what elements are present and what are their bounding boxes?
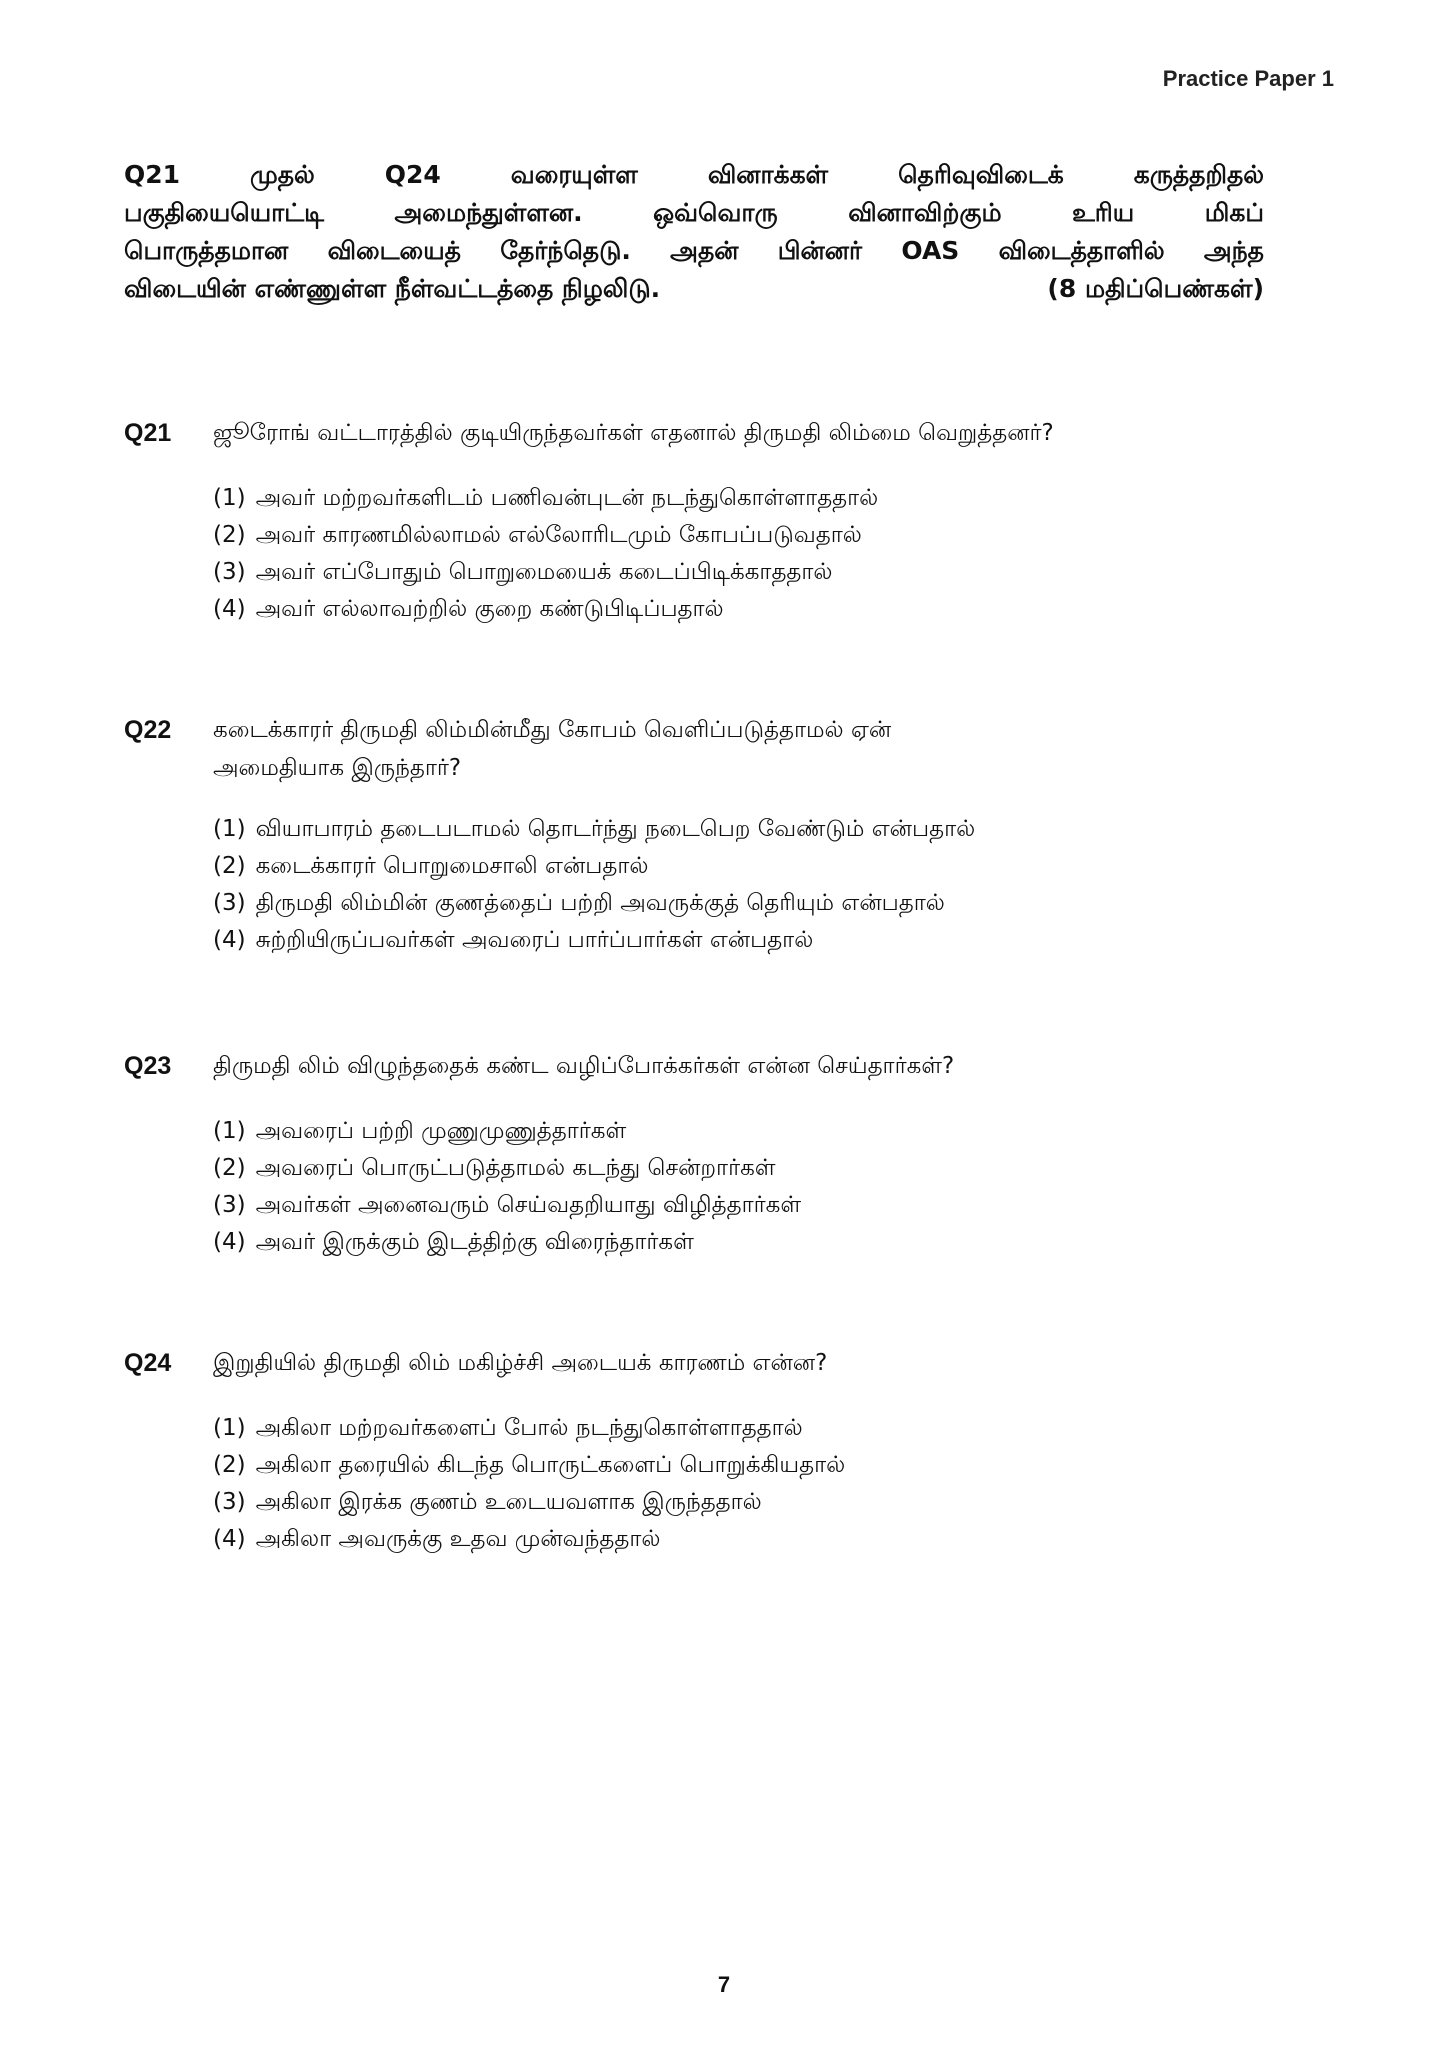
option-text: அகிலா அவருக்கு உதவ முன்வந்ததால்	[255, 1526, 661, 1552]
instruction-line-4	[124, 270, 1264, 308]
option-text: அகிலா தரையில் கிடந்த பொருட்களைப் பொறுக்கியதால்	[255, 1452, 846, 1478]
option-text: அவர் எல்லாவற்றில் குறை கண்டுபிடிப்பதால்	[255, 596, 724, 622]
option-number: (1)	[213, 485, 246, 511]
option-item[interactable]	[213, 554, 1324, 591]
option-text: அவரைப் பொருட்படுத்தாமல் கடந்து சென்றார்கள்	[255, 1155, 776, 1181]
page-number: 7	[717, 1972, 731, 1997]
option-text: அவரைப் பற்றி முணுமுணுத்தார்கள்	[255, 1118, 627, 1144]
option-item[interactable]	[213, 1484, 1324, 1521]
question-text: திருமதி லிம் விழுந்ததைக் கண்ட வழிப்போக்கர்கள் என்ன செய்தார்கள்?	[213, 1053, 955, 1079]
instruction-word: தெரிவுவிடைக்	[898, 160, 1064, 189]
instruction-line-1	[124, 156, 1264, 194]
instruction-word: அந்த	[1203, 236, 1264, 265]
option-text: அவர் காரணமில்லாமல் எல்லோரிடமும் கோபப்படுவதால்	[255, 522, 862, 548]
question-q22	[124, 711, 1324, 959]
option-item[interactable]	[213, 848, 1324, 885]
option-item[interactable]	[213, 885, 1324, 922]
option-number: (3)	[213, 890, 246, 916]
option-item[interactable]	[213, 1410, 1324, 1447]
option-number: (2)	[213, 1155, 246, 1181]
option-number: (4)	[213, 1526, 246, 1552]
option-text: அகிலா இரக்க குணம் உடையவளாக இருந்ததால்	[255, 1489, 762, 1515]
option-item[interactable]	[213, 1187, 1324, 1224]
instruction-word: தேர்ந்தெடு.	[500, 236, 631, 265]
instruction-word: பொருத்தமான	[124, 236, 289, 265]
option-list	[213, 480, 1324, 628]
instruction-word: பின்னர்	[777, 236, 863, 265]
option-number: (1)	[213, 1415, 246, 1441]
question-q24	[124, 1344, 1324, 1558]
option-list	[213, 1113, 1324, 1261]
instruction-word: OAS	[901, 236, 960, 265]
option-item[interactable]	[213, 1521, 1324, 1558]
instruction-word: விடைத்தாளில்	[998, 236, 1165, 265]
option-item[interactable]	[213, 1224, 1324, 1261]
option-number: (3)	[213, 1192, 246, 1218]
instruction-word: விடையைத்	[327, 236, 461, 265]
option-item[interactable]	[213, 922, 1324, 959]
option-text: அவர் மற்றவர்களிடம் பணிவன்புடன் நடந்துகொள்ளாததால்	[255, 485, 879, 511]
instruction-line-3	[124, 232, 1264, 270]
instruction-word: வரையுள்ள	[510, 160, 638, 189]
option-number: (2)	[213, 1452, 246, 1478]
option-item[interactable]	[213, 1447, 1324, 1484]
option-list	[213, 811, 1324, 959]
option-text: அவர் இருக்கும் இடத்திற்கு விரைந்தார்கள்	[255, 1229, 694, 1255]
instruction-word: அமைந்துள்ளன.	[394, 198, 583, 227]
question-number: Q24	[124, 1349, 172, 1377]
section-instructions	[124, 156, 1264, 308]
option-text: திருமதி லிம்மின் குணத்தைப் பற்றி அவருக்குத் தெரியும் என்பதால்	[255, 890, 945, 916]
option-item[interactable]	[213, 480, 1324, 517]
instruction-word: வினாக்கள்	[707, 160, 829, 189]
instruction-word: உரிய	[1072, 198, 1135, 227]
option-number: (4)	[213, 596, 246, 622]
option-number: (3)	[213, 559, 246, 585]
question-number: Q21	[124, 419, 172, 447]
instruction-word: வினாவிற்கும்	[848, 198, 1002, 227]
option-text: அகிலா மற்றவர்களைப் போல் நடந்துகொள்ளாததால்	[255, 1415, 803, 1441]
page-header-title: Practice Paper 1	[1162, 66, 1334, 91]
marks-label: (8 மதிப்பெண்கள்)	[1047, 274, 1264, 303]
option-text: அவர் எப்போதும் பொறுமையைக் கடைப்பிடிக்காததால்	[255, 559, 833, 585]
question-text: ஜூரோங் வட்டாரத்தில் குடியிருந்தவர்கள் எதனால் திருமதி லிம்மை வெறுத்தனர்?	[213, 420, 1054, 446]
instruction-word: முதல்	[250, 160, 315, 189]
instruction-word: அதன்	[670, 236, 739, 265]
question-number: Q23	[124, 1052, 172, 1080]
instruction-word: கருத்தறிதல்	[1133, 160, 1264, 189]
instruction-word: Q21	[124, 160, 181, 189]
option-number: (1)	[213, 1118, 246, 1144]
option-item[interactable]	[213, 1113, 1324, 1150]
question-q23	[124, 1047, 1324, 1261]
question-text: கடைக்காரர் திருமதி லிம்மின்மீது கோபம் வெளிப்படுத்தாமல் ஏன் அமைதியாக இருந்தார்?	[213, 717, 892, 781]
instruction-word: பகுதியையொட்டி	[124, 198, 324, 227]
option-text: கடைக்காரர் பொறுமைசாலி என்பதால்	[255, 853, 649, 879]
instruction-word: Q24	[384, 160, 441, 189]
option-item[interactable]	[213, 811, 1324, 848]
option-text: அவர்கள் அனைவரும் செய்வதறியாது விழித்தார்கள்	[255, 1192, 802, 1218]
question-q21	[124, 414, 1324, 628]
instruction-word: மிகப்	[1204, 198, 1264, 227]
option-list	[213, 1410, 1324, 1558]
question-text: இறுதியில் திருமதி லிம் மகிழ்ச்சி அடையக் காரணம் என்ன?	[213, 1350, 828, 1376]
question-number: Q22	[124, 716, 172, 744]
option-number: (1)	[213, 816, 246, 842]
option-number: (2)	[213, 522, 246, 548]
option-number: (3)	[213, 1489, 246, 1515]
instruction-line-2	[124, 194, 1264, 232]
instruction-last-line: விடையின் எண்ணுள்ள நீள்வட்டத்தை நிழலிடு.	[124, 274, 661, 303]
option-item[interactable]	[213, 517, 1324, 554]
option-number: (4)	[213, 927, 246, 953]
instruction-word: ஒவ்வொரு	[653, 198, 778, 227]
option-number: (4)	[213, 1229, 246, 1255]
option-item[interactable]	[213, 591, 1324, 628]
option-text: சுற்றியிருப்பவர்கள் அவரைப் பார்ப்பார்கள் என்பதால்	[255, 927, 814, 953]
option-number: (2)	[213, 853, 246, 879]
option-item[interactable]	[213, 1150, 1324, 1187]
option-text: வியாபாரம் தடைபடாமல் தொடர்ந்து நடைபெற வேண்டும் என்பதால்	[255, 816, 976, 842]
